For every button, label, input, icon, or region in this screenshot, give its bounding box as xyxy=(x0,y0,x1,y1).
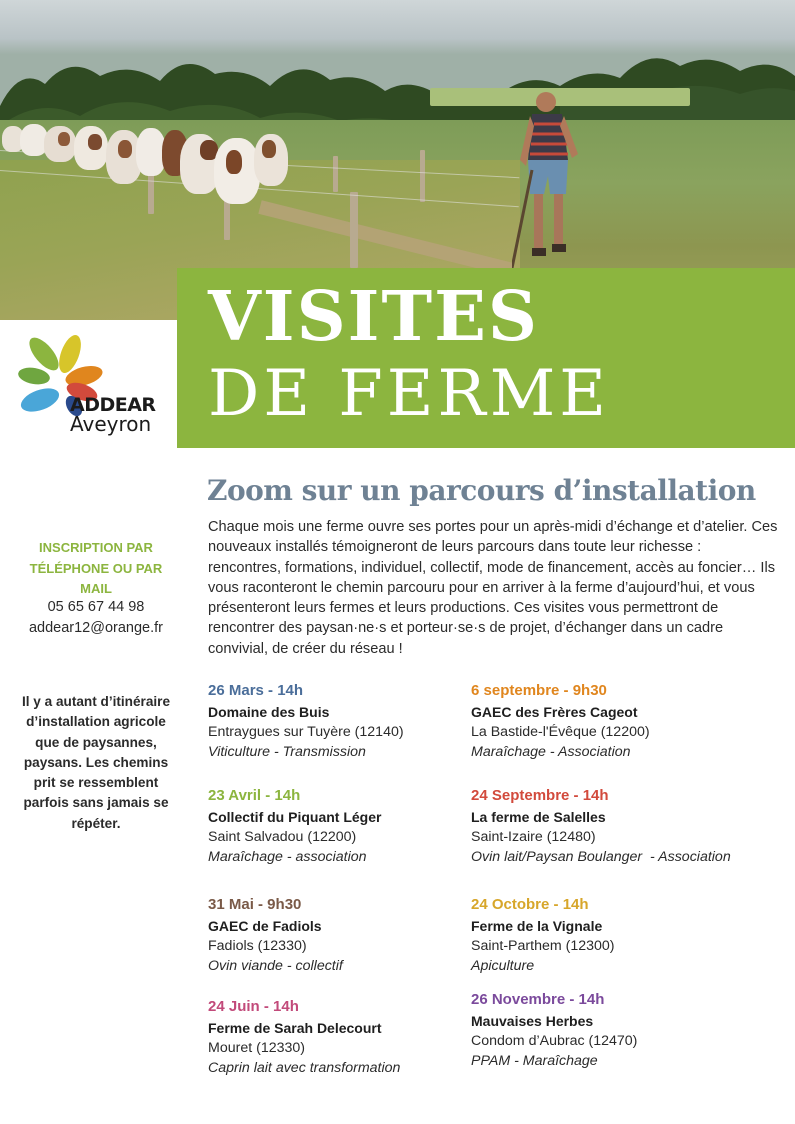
event-date: 26 Mars - 14h xyxy=(208,682,304,699)
event-date: 6 septembre - 9h30 xyxy=(471,682,607,699)
registration-email[interactable]: addear12@orange.fr xyxy=(28,620,164,636)
event-date: 24 Juin - 14h xyxy=(208,998,299,1015)
event-type: Viticulture - Transmission xyxy=(208,744,366,760)
intro-paragraph: Chaque mois une ferme ouvre ses portes pour un après-midi d’échange et d’atelier. Ces nouveaux installés témoigneront de leurs parcours dans toute leur richesse : rencontres, formations, individuel, collectif, mode de financement, accès au foncier… Ils vous raconteront le chemin parcouru pour en arriver à la ferme d’aujourd’hui, et vous présenteront leurs fermes et leurs productions. Ces visites vous permettront de rencontrer des paysan·ne·s et porteur·se·s de projet, d’échanger dans un cadre convivial, de créer du réseau ! xyxy=(208,519,778,657)
event-place: Saint-Parthem (12300) xyxy=(471,938,615,954)
event-place: Mouret (12330) xyxy=(208,1040,305,1056)
installation-quote: Il y a autant d’itinéraire d’installation agricole que de paysannes, paysans. Les chemins prit se ressemblent parfois sans jamais se répéter. xyxy=(21,694,171,831)
event-farm: La ferme de Salelles xyxy=(471,809,606,825)
cow xyxy=(226,150,242,174)
farmer xyxy=(512,90,592,270)
cow xyxy=(262,140,276,158)
event-item xyxy=(471,786,791,867)
event-farm: GAEC des Frères Cageot xyxy=(471,704,638,720)
event-date: 26 Novembre - 14h xyxy=(471,991,605,1008)
subtitle: Zoom sur un parcours d’installation xyxy=(207,474,756,507)
event-farm: Domaine des Buis xyxy=(208,704,330,720)
event-date: 24 Octobre - 14h xyxy=(471,896,589,913)
event-type: Maraîchage - association xyxy=(208,849,367,865)
event-farm: GAEC de Fadiols xyxy=(208,918,322,934)
event-type: Ovin viande - collectif xyxy=(208,958,343,974)
event-type: Apiculture xyxy=(471,958,535,974)
event-type: Caprin lait avec transformation xyxy=(208,1060,401,1076)
registration-title: INSCRIPTION PAR TÉLÉPHONE OU PAR MAIL xyxy=(29,540,163,596)
event-item xyxy=(471,681,791,762)
event-date: 31 Mai - 9h30 xyxy=(208,896,302,913)
event-farm: Ferme de la Vignale xyxy=(471,918,603,934)
registration-phone: 05 65 67 44 98 xyxy=(47,599,145,615)
event-date: 24 Septembre - 14h xyxy=(471,787,609,804)
event-place: Condom d’Aubrac (12470) xyxy=(471,1033,638,1049)
event-farm: Ferme de Sarah Delecourt xyxy=(208,1020,382,1036)
fence-post xyxy=(350,192,358,268)
event-type: Ovin lait/Paysan Boulanger - Association xyxy=(471,849,731,865)
page-title-line1: VISITES xyxy=(208,277,540,357)
event-place: Saint Salvadou (12200) xyxy=(208,829,357,845)
logo-name: ADDEAR xyxy=(70,394,156,416)
fence-post xyxy=(333,156,338,192)
event-type: PPAM - Maraîchage xyxy=(471,1053,598,1069)
event-type: Maraîchage - Association xyxy=(471,744,631,760)
page-title-line2: DE FERME xyxy=(208,357,610,431)
fence-post xyxy=(420,150,425,202)
event-place: Fadiols (12330) xyxy=(208,938,307,954)
cow xyxy=(88,134,102,150)
event-place: La Bastide-l'Évêque (12200) xyxy=(471,724,650,740)
logo-place: Aveyron xyxy=(70,412,152,436)
event-date: 23 Avril - 14h xyxy=(208,787,301,804)
event-place: Entraygues sur Tuyère (12140) xyxy=(208,724,404,740)
event-farm: Collectif du Piquant Léger xyxy=(208,809,382,825)
event-farm: Mauvaises Herbes xyxy=(471,1013,594,1029)
event-item xyxy=(471,895,791,976)
event-place: Saint-Izaire (12480) xyxy=(471,829,596,845)
cow xyxy=(118,140,132,158)
event-item xyxy=(471,990,791,1071)
cow xyxy=(58,132,70,146)
